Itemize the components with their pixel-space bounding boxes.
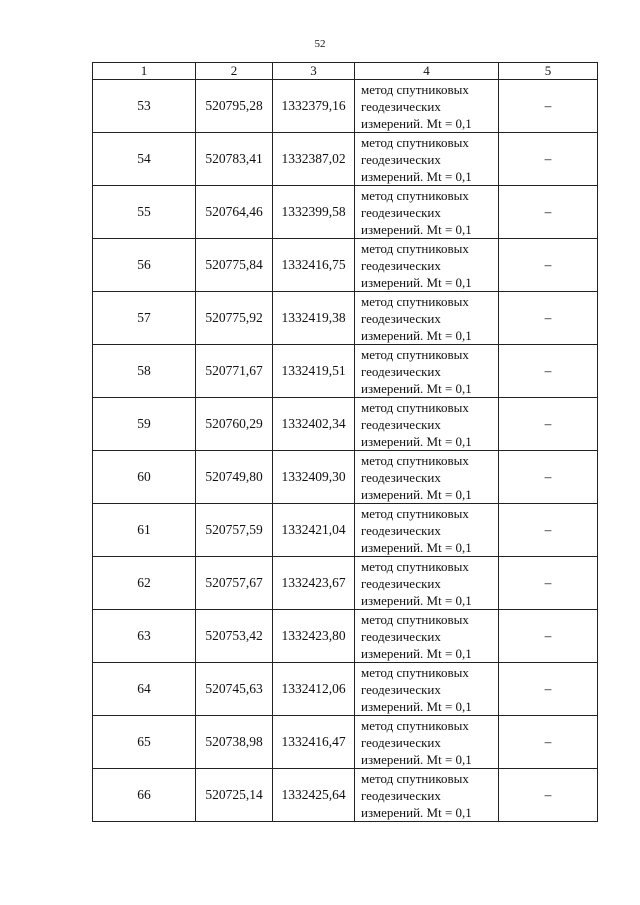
method-text-line: геодезических <box>361 787 441 803</box>
coordinate-y-cell: 1332419,38 <box>273 292 355 345</box>
method-text-line: геодезических <box>361 416 441 432</box>
table-row <box>93 133 598 186</box>
column-header-4: 4 <box>355 63 499 80</box>
note-cell: – <box>499 557 598 610</box>
method-cell <box>355 610 499 663</box>
method-text-line: метод спутниковых <box>361 187 469 203</box>
method-cell <box>355 345 499 398</box>
method-text-line: измерений. Mt = 0,1 <box>361 380 472 396</box>
method-text-line: геодезических <box>361 204 441 220</box>
coordinate-y-cell: 1332423,67 <box>273 557 355 610</box>
table-header-row <box>93 63 598 80</box>
note-cell: – <box>499 345 598 398</box>
column-header-5: 5 <box>499 63 598 80</box>
method-cell <box>355 716 499 769</box>
method-text-line: геодезических <box>361 98 441 114</box>
note-cell: – <box>499 186 598 239</box>
note-cell: – <box>499 716 598 769</box>
method-text-line: метод спутниковых <box>361 611 469 627</box>
coordinate-x-cell: 520749,80 <box>196 451 273 504</box>
point-number-cell: 60 <box>93 451 196 504</box>
method-text-line: измерений. Mt = 0,1 <box>361 804 472 820</box>
note-cell: – <box>499 663 598 716</box>
method-text-line: геодезических <box>361 469 441 485</box>
coordinate-x-cell: 520753,42 <box>196 610 273 663</box>
coordinate-y-cell: 1332387,02 <box>273 133 355 186</box>
table-row <box>93 345 598 398</box>
coordinate-y-cell: 1332419,51 <box>273 345 355 398</box>
coordinate-y-cell: 1332409,30 <box>273 451 355 504</box>
method-text-line: метод спутниковых <box>361 399 469 415</box>
method-cell <box>355 504 499 557</box>
coordinate-y-cell: 1332421,04 <box>273 504 355 557</box>
column-header-1: 1 <box>93 63 196 80</box>
method-text-line: метод спутниковых <box>361 293 469 309</box>
point-number-cell: 64 <box>93 663 196 716</box>
note-cell: – <box>499 610 598 663</box>
method-text-line: геодезических <box>361 575 441 591</box>
note-cell: – <box>499 398 598 451</box>
method-text-line: метод спутниковых <box>361 134 469 150</box>
point-number-cell: 56 <box>93 239 196 292</box>
method-text-line: метод спутниковых <box>361 505 469 521</box>
coordinate-y-cell: 1332416,47 <box>273 716 355 769</box>
coordinate-y-cell: 1332412,06 <box>273 663 355 716</box>
method-cell <box>355 663 499 716</box>
coordinates-table <box>92 62 598 822</box>
coordinate-y-cell: 1332379,16 <box>273 80 355 133</box>
note-cell: – <box>499 504 598 557</box>
point-number-cell: 55 <box>93 186 196 239</box>
method-text-line: измерений. Mt = 0,1 <box>361 698 472 714</box>
method-cell <box>355 557 499 610</box>
page-number: 52 <box>314 38 326 50</box>
note-cell: – <box>499 133 598 186</box>
coordinate-x-cell: 520783,41 <box>196 133 273 186</box>
point-number-cell: 57 <box>93 292 196 345</box>
table-row <box>93 557 598 610</box>
method-cell <box>355 80 499 133</box>
coordinate-y-cell: 1332425,64 <box>273 769 355 822</box>
point-number-cell: 58 <box>93 345 196 398</box>
point-number-cell: 63 <box>93 610 196 663</box>
coordinate-x-cell: 520745,63 <box>196 663 273 716</box>
table-row <box>93 716 598 769</box>
method-text-line: измерений. Mt = 0,1 <box>361 539 472 555</box>
coordinate-x-cell: 520725,14 <box>196 769 273 822</box>
point-number-cell: 65 <box>93 716 196 769</box>
coordinate-x-cell: 520764,46 <box>196 186 273 239</box>
method-text-line: измерений. Mt = 0,1 <box>361 645 472 661</box>
method-text-line: измерений. Mt = 0,1 <box>361 221 472 237</box>
point-number-cell: 62 <box>93 557 196 610</box>
method-cell <box>355 292 499 345</box>
point-number-cell: 54 <box>93 133 196 186</box>
table-row <box>93 292 598 345</box>
coordinate-x-cell: 520795,28 <box>196 80 273 133</box>
method-text-line: геодезических <box>361 310 441 326</box>
table-row <box>93 769 598 822</box>
table-row <box>93 186 598 239</box>
table-row <box>93 239 598 292</box>
method-text-line: геодезических <box>361 681 441 697</box>
point-number-cell: 59 <box>93 398 196 451</box>
coordinate-x-cell: 520757,67 <box>196 557 273 610</box>
method-text-line: измерений. Mt = 0,1 <box>361 274 472 290</box>
method-text-line: измерений. Mt = 0,1 <box>361 433 472 449</box>
method-text-line: геодезических <box>361 151 441 167</box>
coordinate-x-cell: 520775,84 <box>196 239 273 292</box>
note-cell: – <box>499 451 598 504</box>
note-cell: – <box>499 292 598 345</box>
method-cell <box>355 133 499 186</box>
method-text-line: измерений. Mt = 0,1 <box>361 327 472 343</box>
table-row <box>93 504 598 557</box>
column-header-2: 2 <box>196 63 273 80</box>
method-text-line: измерений. Mt = 0,1 <box>361 592 472 608</box>
point-number-cell: 66 <box>93 769 196 822</box>
method-text-line: геодезических <box>361 363 441 379</box>
coordinate-x-cell: 520775,92 <box>196 292 273 345</box>
note-cell: – <box>499 80 598 133</box>
method-cell <box>355 239 499 292</box>
method-text-line: измерений. Mt = 0,1 <box>361 486 472 502</box>
method-text-line: геодезических <box>361 628 441 644</box>
method-text-line: метод спутниковых <box>361 346 469 362</box>
method-text-line: измерений. Mt = 0,1 <box>361 751 472 767</box>
method-text-line: метод спутниковых <box>361 770 469 786</box>
method-cell <box>355 186 499 239</box>
table-row <box>93 398 598 451</box>
method-cell <box>355 451 499 504</box>
note-cell: – <box>499 239 598 292</box>
coordinate-y-cell: 1332399,58 <box>273 186 355 239</box>
method-text-line: геодезических <box>361 734 441 750</box>
coordinate-x-cell: 520738,98 <box>196 716 273 769</box>
coordinate-x-cell: 520757,59 <box>196 504 273 557</box>
table-row <box>93 663 598 716</box>
method-text-line: метод спутниковых <box>361 81 469 97</box>
method-text-line: геодезических <box>361 522 441 538</box>
method-text-line: метод спутниковых <box>361 452 469 468</box>
table-body <box>93 80 598 822</box>
coordinate-y-cell: 1332423,80 <box>273 610 355 663</box>
method-text-line: метод спутниковых <box>361 558 469 574</box>
method-text-line: метод спутниковых <box>361 717 469 733</box>
method-text-line: метод спутниковых <box>361 664 469 680</box>
note-cell: – <box>499 769 598 822</box>
table-row <box>93 451 598 504</box>
column-header-3: 3 <box>273 63 355 80</box>
coordinate-x-cell: 520760,29 <box>196 398 273 451</box>
point-number-cell: 61 <box>93 504 196 557</box>
method-cell <box>355 398 499 451</box>
coordinate-y-cell: 1332416,75 <box>273 239 355 292</box>
method-text-line: метод спутниковых <box>361 240 469 256</box>
method-text-line: геодезических <box>361 257 441 273</box>
method-cell <box>355 769 499 822</box>
table-row <box>93 610 598 663</box>
point-number-cell: 53 <box>93 80 196 133</box>
table-row <box>93 80 598 133</box>
method-text-line: измерений. Mt = 0,1 <box>361 115 472 131</box>
coordinate-x-cell: 520771,67 <box>196 345 273 398</box>
coordinate-y-cell: 1332402,34 <box>273 398 355 451</box>
method-text-line: измерений. Mt = 0,1 <box>361 168 472 184</box>
